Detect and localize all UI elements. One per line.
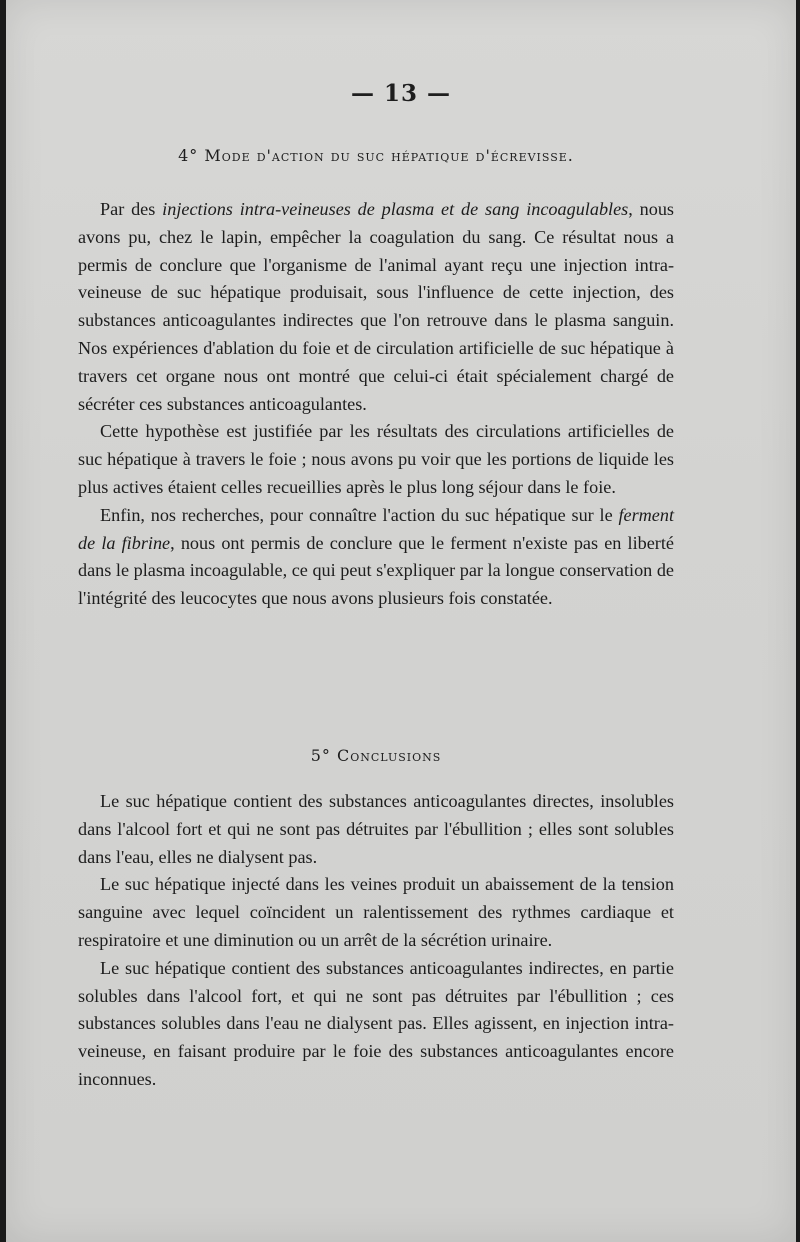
section-4-body bbox=[78, 196, 674, 613]
paragraph: Le suc hépatique injecté dans les veines produit un abaissement de la tension sanguine avec lequel coïncident un ralentissement des rythmes cardiaque et respiratoire et une diminution ou un arrêt de la sécrétion urinaire. bbox=[78, 874, 674, 950]
section-heading-conclusions: 5° Conclusions bbox=[310, 746, 442, 765]
text-run: , nous ont permis de conclure que le ferment n'existe pas en liberté dans le plasma incoagulable, ce qui peut s'expliquer par la longue conservation de l'intégrité des leucocytes que nous avons plusieurs fois constatée. bbox=[78, 532, 674, 609]
section-5-body bbox=[78, 788, 674, 1094]
book-page bbox=[6, 0, 796, 1242]
paragraph bbox=[78, 196, 674, 418]
paragraph: Le suc hépatique contient des substances anticoagulantes directes, insolubles dans l'alcool fort et qui ne sont pas détruites par l'ébullition ; elles sont solubles dans l'eau, elles ne dialysent pas. bbox=[78, 791, 674, 867]
text-run: Par des bbox=[100, 199, 163, 219]
paragraph: Cette hypothèse est justifiée par les résultats des circulations artificielles de suc hépatique à travers le foie ; nous avons pu voir que les portions de liquide les plus actives étaient celles recueillies après le plus long séjour dans le foie. bbox=[78, 421, 674, 497]
text-run: Enfin, nos recherches, pour connaître l'action du suc hépatique sur le bbox=[100, 504, 619, 525]
italic-phrase: injections intra-veineuses de plasma et de sang incoagulables bbox=[162, 199, 629, 219]
paragraph: Le suc hépatique contient des substances anticoagulantes indirectes, en partie solubles dans l'alcool fort, et qui ne sont pas détruites par l'ébullition ; ces substances solubles dans l'eau ne dialysent pas. Elles agissent, en injection intra-veineuse, en faisant produire par le foie des substances anticoagulantes encore inconnues. bbox=[78, 957, 674, 1089]
paragraph bbox=[78, 502, 674, 613]
page-number: — 13 — bbox=[350, 80, 452, 107]
italic-phrase: ferment de la fibrine bbox=[78, 504, 674, 553]
text-run: , nous avons pu, chez le lapin, empêcher la coagulation du sang. Ce résultat nous a permis de conclure que l'organisme de l'animal ayant reçu une injection intra-veineuse de suc hépatique produisait, sous l'influence de cette injection, des substances anticoagulantes indirectes que l'on retrouve dans le plasma sanguin. Nos expériences d'ablation du foie et de circulation artificielle de suc hépatique à travers cet organe nous ont montré que celui-ci était spécialement chargé de sécréter ces substances anticoagulantes. bbox=[78, 199, 675, 414]
section-heading-mode-action: 4° Mode d'action du suc hépatique d'écrevisse. bbox=[178, 146, 574, 165]
